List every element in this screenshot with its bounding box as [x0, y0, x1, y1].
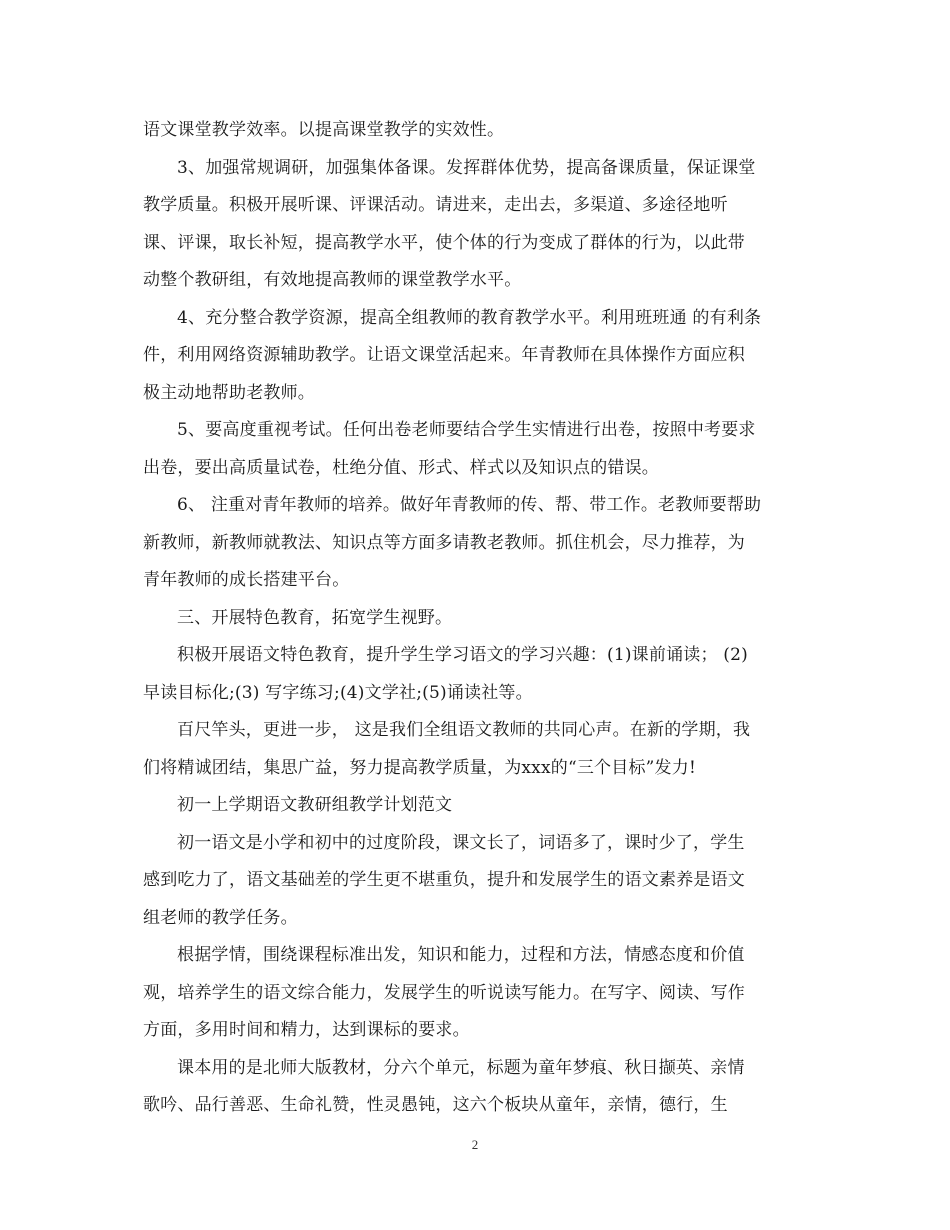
text-line: 课、评课，取长补短，提高教学水平，使个体的行为变成了群体的行为，以此带: [143, 232, 745, 253]
text-line: 们将精诚团结，集思广益，努力提高教学质量，为xxx的“三个目标”发力!: [143, 757, 696, 778]
text-line: 教学质量。积极开展听课、评课活动。请进来，走出去，多渠道、多途径地听: [143, 195, 728, 215]
text-line: 初一语文是小学和初中的过度阶段，课文长了，词语多了，课时少了，学生: [177, 832, 745, 853]
text-line: 件，利用网络资源辅助教学。让语文课堂活起来。年青教师在具体操作方面应积: [143, 345, 745, 365]
text-line: 极主动地帮助老教师。: [143, 382, 315, 403]
text-line: 课本用的是北师大版教材，分六个单元，标题为童年梦痕、秋日撷英、亲情: [177, 1057, 745, 1078]
text-line: 青年教师的成长搭建平台。: [143, 570, 350, 590]
document-title: 初一上学期语文教研组教学计划范文: [177, 795, 453, 815]
page-number: 2: [471, 1137, 479, 1152]
text-line: 根据学情，围绕课程标准出发，知识和能力，过程和方法，情感态度和价值: [177, 945, 745, 965]
text-line: 观，培养学生的语文综合能力，发展学生的听说读写能力。在写字、阅读、写作: [143, 982, 745, 1003]
text-line: 百尺竿头，更进一步， 这是我们全组语文教师的共同心声。在新的学期，我: [177, 720, 751, 740]
text-line: 6、 注重对青年教师的培养。做好年青教师的传、帮、带工作。老教师要帮助: [177, 495, 762, 515]
text-line: 感到吃力了，语文基础差的学生更不堪重负，提升和发展学生的语文素养是语文: [143, 870, 745, 890]
text-line: 歌吟、品行善恶、生命礼赞，性灵愚钝，这六个板块从童年，亲情，德行，生: [143, 1095, 728, 1115]
text-line: 3、加强常规调研，加强集体备课。发挥群体优势，提高备课质量，保证课堂: [177, 157, 756, 178]
body-text: [143, 112, 808, 1125]
section-heading: 三、开展特色教育，拓宽学生视野。: [177, 607, 453, 628]
text-line: 语文课堂教学效率。以提高课堂教学的实效性。: [143, 120, 505, 140]
text-line: 早读目标化;(3) 写字练习;(4)文学社;(5)诵读社等。: [143, 682, 533, 703]
text-line: 方面，多用时间和精力，达到课标的要求。: [143, 1020, 470, 1040]
text-line: 积极开展语文特色教育，提升学生学习语文的学习兴趣：(1)课前诵读； (2): [177, 645, 748, 665]
text-line: 5、要高度重视考试。任何出卷老师要结合学生实情进行出卷，按照中考要求: [177, 420, 756, 440]
text-line: 4、充分整合教学资源，提高全组教师的教育教学水平。利用班班通 的有利条: [177, 307, 762, 328]
text-line: 出卷，要出高质量试卷，杜绝分值、形式、样式以及知识点的错误。: [143, 457, 659, 478]
text-line: 新教师，新教师就教法、知识点等方面多请教老教师。抓住机会，尽力推荐，为: [143, 532, 745, 553]
text-line: 组老师的教学任务。: [143, 907, 298, 928]
text-line: 动整个教研组，有效地提高教师的课堂教学水平。: [143, 270, 522, 290]
